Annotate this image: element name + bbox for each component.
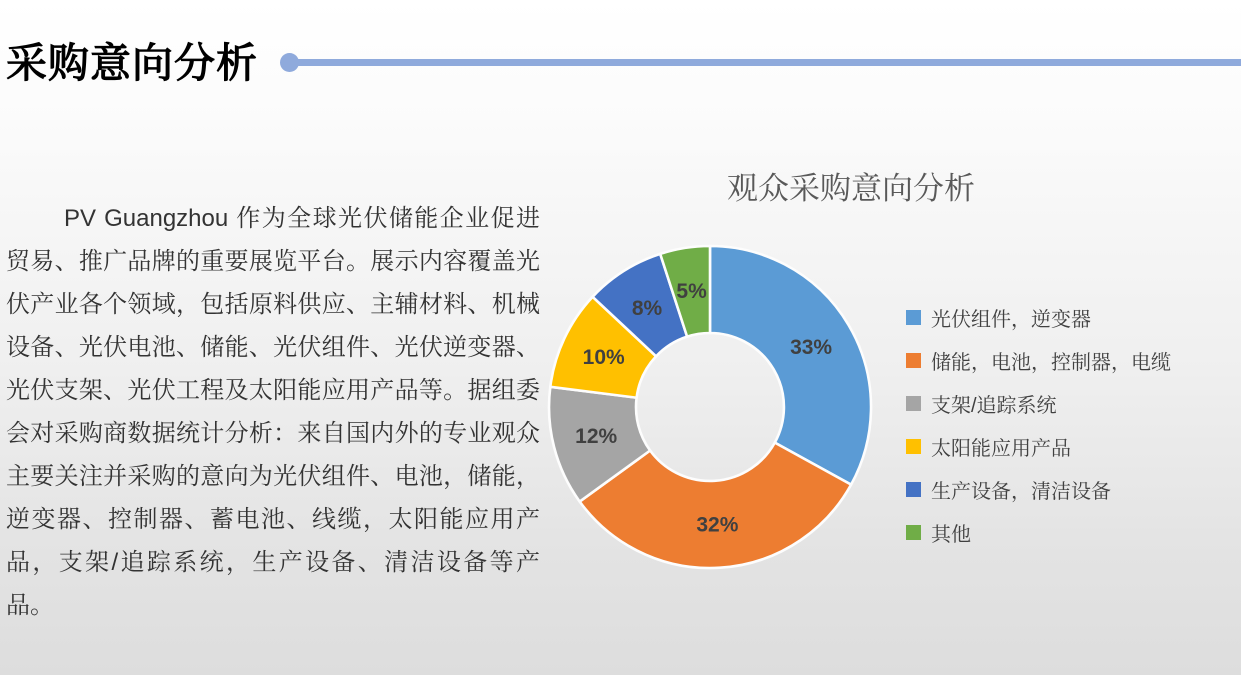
slice-percent-label-4: 8%: [631, 296, 663, 320]
donut-slice-0: [710, 246, 871, 485]
legend-label: 光伏组件，逆变器: [931, 309, 1091, 331]
accent-dot-icon: [280, 53, 299, 72]
page-title: 采购意向分析: [6, 40, 258, 86]
legend-swatch-icon: [906, 396, 921, 411]
chart-legend: [906, 296, 1171, 554]
legend-swatch-icon: [906, 482, 921, 497]
legend-label: 太阳能应用产品: [931, 438, 1071, 460]
legend-item: [906, 296, 1171, 339]
legend-label: 生产设备，清洁设备: [931, 481, 1111, 503]
legend-label: 其他: [931, 524, 971, 546]
legend-label: 储能，电池，控制器，电缆: [931, 352, 1171, 374]
legend-item: [906, 468, 1171, 511]
legend-item: [906, 382, 1171, 425]
slice-percent-label-3: 10%: [582, 346, 625, 369]
slice-percent-label-2: 12%: [575, 425, 618, 449]
legend-item: [906, 339, 1171, 382]
slice-percent-label-1: 32%: [696, 513, 739, 537]
donut-chart: [545, 242, 875, 572]
chart-title: 观众采购意向分析: [727, 171, 975, 206]
legend-swatch-icon: [906, 310, 921, 325]
slice-percent-label-0: 33%: [790, 336, 833, 360]
title-accent-line: [289, 59, 1241, 66]
legend-swatch-icon: [906, 525, 921, 540]
intro-paragraph: PV Guangzhou 作为全球光伏储能企业促进贸易、推广品牌的重要展览平台。展示内容覆盖光伏产业各个领域，包括原料供应、主辅材料、机械设备、光伏电池、储能、光伏组件、光伏逆变器、光伏支架、光伏工程及太阳能应用产品等。据组委会对采购商数据统计分析：来自国内外的专业观众主要关注并采购的意向为光伏组件、电池，储能，逆变器、控制器、蓄电池、线缆，太阳能应用产品，支架/追踪系统，生产设备、清洁设备等产品。: [6, 205, 540, 619]
legend-swatch-icon: [906, 439, 921, 454]
legend-item: [906, 511, 1171, 554]
legend-swatch-icon: [906, 353, 921, 368]
slice-percent-label-5: 5%: [676, 279, 707, 303]
legend-label: 支架/追踪系统: [931, 395, 1057, 417]
legend-item: [906, 425, 1171, 468]
